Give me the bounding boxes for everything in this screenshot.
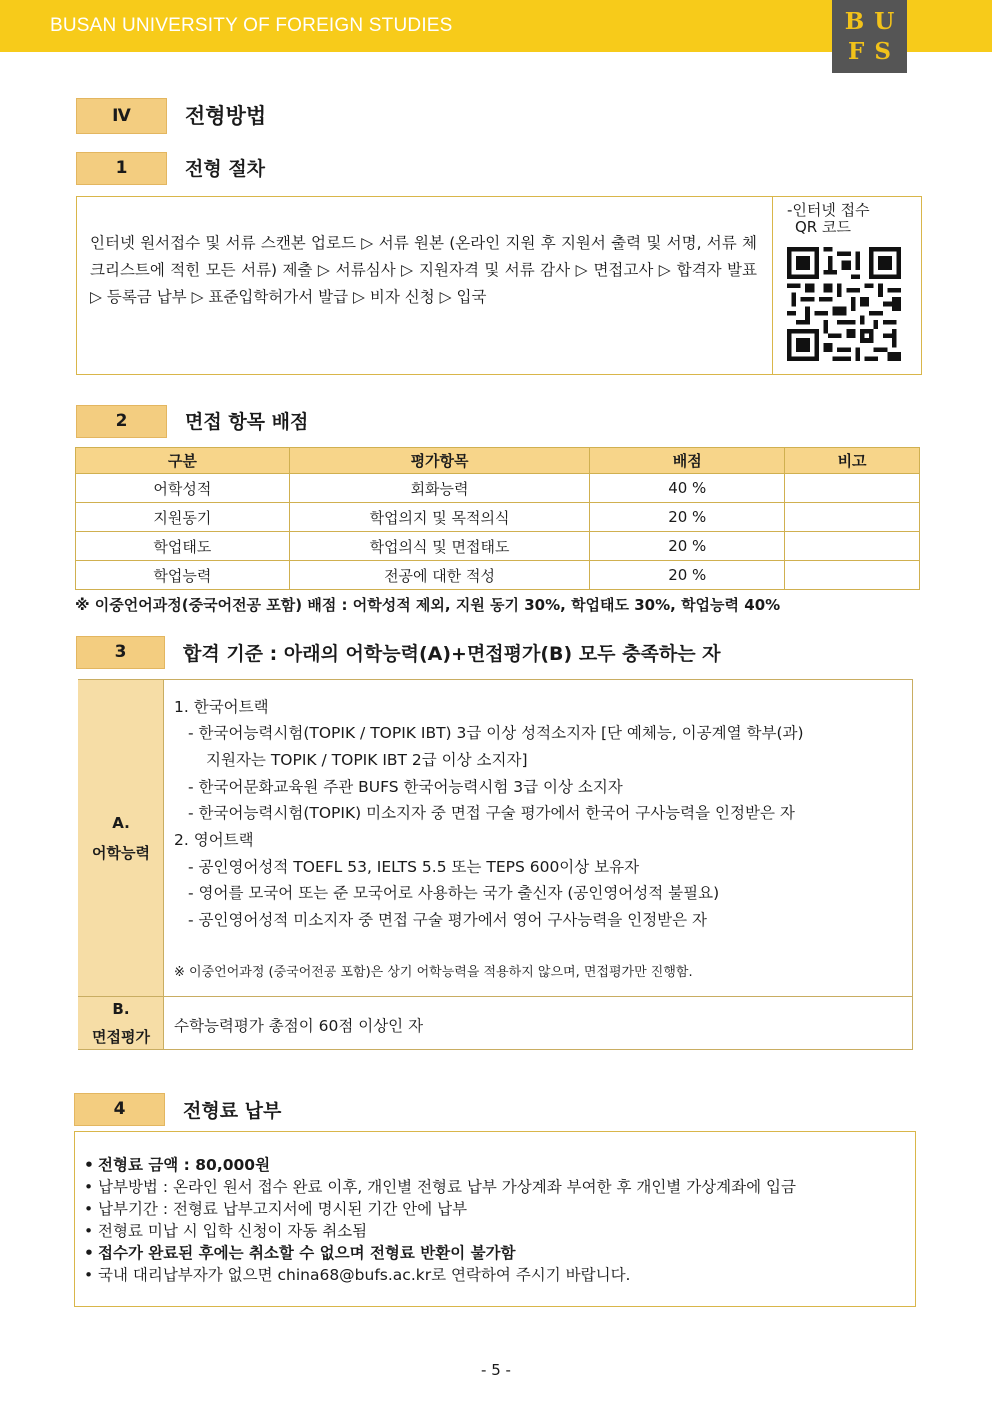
- header-cell: 평가항목: [289, 448, 590, 474]
- table-cell: 전공에 대한 적성: [289, 561, 590, 590]
- list-item: 2. 영어트랙: [174, 831, 254, 849]
- page-number: - 5 -: [481, 1361, 511, 1379]
- list-item: - 영어를 모국어 또는 준 모국어로 사용하는 국가 출신자 (공인영어성적 불필요): [188, 884, 720, 902]
- table-cell: [785, 532, 920, 561]
- list-item: - 공인영어성적 TOEFL 53, IELTS 5.5 또는 TEPS 600이상 보유자: [188, 858, 640, 876]
- criteria-divider: [78, 996, 913, 997]
- list-item: - 한국어문화교육원 주관 BUFS 한국어능력시험 3급 이상 소지자: [188, 778, 623, 796]
- table-row: [76, 532, 920, 561]
- section-4-title: 전형료 납부: [183, 1100, 282, 1122]
- list-item: • 납부방법 : 온라인 원서 접수 완료 이후, 개인별 전형료 납부 가상계좌 부여한 후 개인별 가상계좌에 입금: [84, 1178, 796, 1196]
- header-cell: 구분: [76, 448, 290, 474]
- list-item: - 공인영어성적 미소지자 중 면접 구술 평가에서 영어 구사능력을 인정받은 자: [188, 911, 708, 929]
- section-2-title: 면접 항목 배점: [185, 411, 309, 433]
- table-cell: [785, 561, 920, 590]
- section-1-badge: 1: [76, 152, 167, 185]
- list-item: 1. 한국어트랙: [174, 698, 269, 716]
- list-item: • 접수가 완료된 후에는 취소할 수 없으며 전형료 반환이 불가함: [84, 1244, 516, 1262]
- table-cell: 어학성적: [76, 474, 290, 503]
- table-cell: 학업의식 및 면접태도: [289, 532, 590, 561]
- qr-code[interactable]: [787, 247, 901, 361]
- list-item: • 전형료 미납 시 입학 신청이 자동 취소됨: [84, 1222, 368, 1240]
- chapter-title: 전형방법: [185, 104, 267, 128]
- table-cell: 학업능력: [76, 561, 290, 590]
- score-table: [75, 447, 920, 590]
- university-name: BUSAN UNIVERSITY OF FOREIGN STUDIES: [50, 15, 453, 36]
- table-row: [76, 474, 920, 503]
- section-2-badge: 2: [76, 405, 167, 438]
- list-item: 지원자는 TOPIK / TOPIK IBT 2급 이상 소지자]: [206, 751, 528, 769]
- section-4-badge: 4: [74, 1093, 165, 1126]
- table-cell: 40 %: [590, 474, 785, 503]
- section-3-title: 합격 기준 : 아래의 어학능력(A)+면접평가(B) 모두 충족하는 자: [183, 643, 721, 665]
- table-cell: 학업태도: [76, 532, 290, 561]
- table-cell: 20 %: [590, 561, 785, 590]
- table-cell: 지원동기: [76, 503, 290, 532]
- qr-caption: -인터넷 접수 QR 코드: [787, 201, 870, 236]
- header-cell: 비고: [785, 448, 920, 474]
- list-item: • 납부기간 : 전형료 납부고지서에 명시된 기간 안에 납부: [84, 1200, 468, 1218]
- section-3-badge: 3: [76, 636, 165, 669]
- bufs-logo: BU FS: [832, 0, 907, 73]
- table-cell: [785, 503, 920, 532]
- table-cell: 20 %: [590, 532, 785, 561]
- table-row: [76, 561, 920, 590]
- list-item: • 국내 대리납부자가 없으면 china68@bufs.ac.kr로 연락하여 주시기 바랍니다.: [84, 1266, 631, 1284]
- table-cell: [785, 474, 920, 503]
- list-item: • 전형료 금액 : 80,000원: [84, 1156, 271, 1174]
- list-item: - 한국어능력시험(TOPIK) 미소지자 중 면접 구술 평가에서 한국어 구사능력을 인정받은 자: [188, 804, 795, 822]
- table-header-row: [76, 448, 920, 474]
- criteria-b-label: B. 면접평가: [78, 997, 164, 1049]
- procedure-divider: [772, 196, 773, 375]
- table-cell: 회화능력: [289, 474, 590, 503]
- score-note: ※ 이중언어과정(중국어전공 포함) 배점 : 어학성적 제외, 지원 동기 30%, 학업태도 30%, 학업능력 40%: [75, 596, 781, 614]
- procedure-text: 인터넷 원서접수 및 서류 스캔본 업로드 ▷ 서류 원본 (온라인 지원 후 지원서 출력 및 서명, 서류 체크리스트에 적힌 모든 서류) 제출 ▷ 서류심사 ▷ 지원자격 및 서류 감사 ▷ 면접고사 ▷ 합격자 발표 ▷ 등록금 납부 ▷ 표준입학허가서 발급 ▷ 비자 신청 ▷ 입국: [90, 234, 757, 306]
- section-1-title: 전형 절차: [185, 158, 266, 180]
- criteria-b-text: 수학능력평가 총점이 60점 이상인 자: [174, 1017, 424, 1035]
- table-cell: 20 %: [590, 503, 785, 532]
- header-cell: 배점: [590, 448, 785, 474]
- list-item: - 한국어능력시험(TOPIK / TOPIK IBT) 3급 이상 성적소지자 [단 예체능, 이공계열 학부(과): [188, 724, 804, 742]
- criteria-a-label: A. 어학능력: [78, 680, 164, 996]
- chapter-badge: Ⅳ: [76, 98, 167, 134]
- criteria-a-note: ※ 이중언어과정 (중국어전공 포함)은 상기 어학능력을 적용하지 않으며, 면접평가만 진행함.: [174, 965, 693, 980]
- table-cell: 학업의지 및 목적의식: [289, 503, 590, 532]
- table-row: [76, 503, 920, 532]
